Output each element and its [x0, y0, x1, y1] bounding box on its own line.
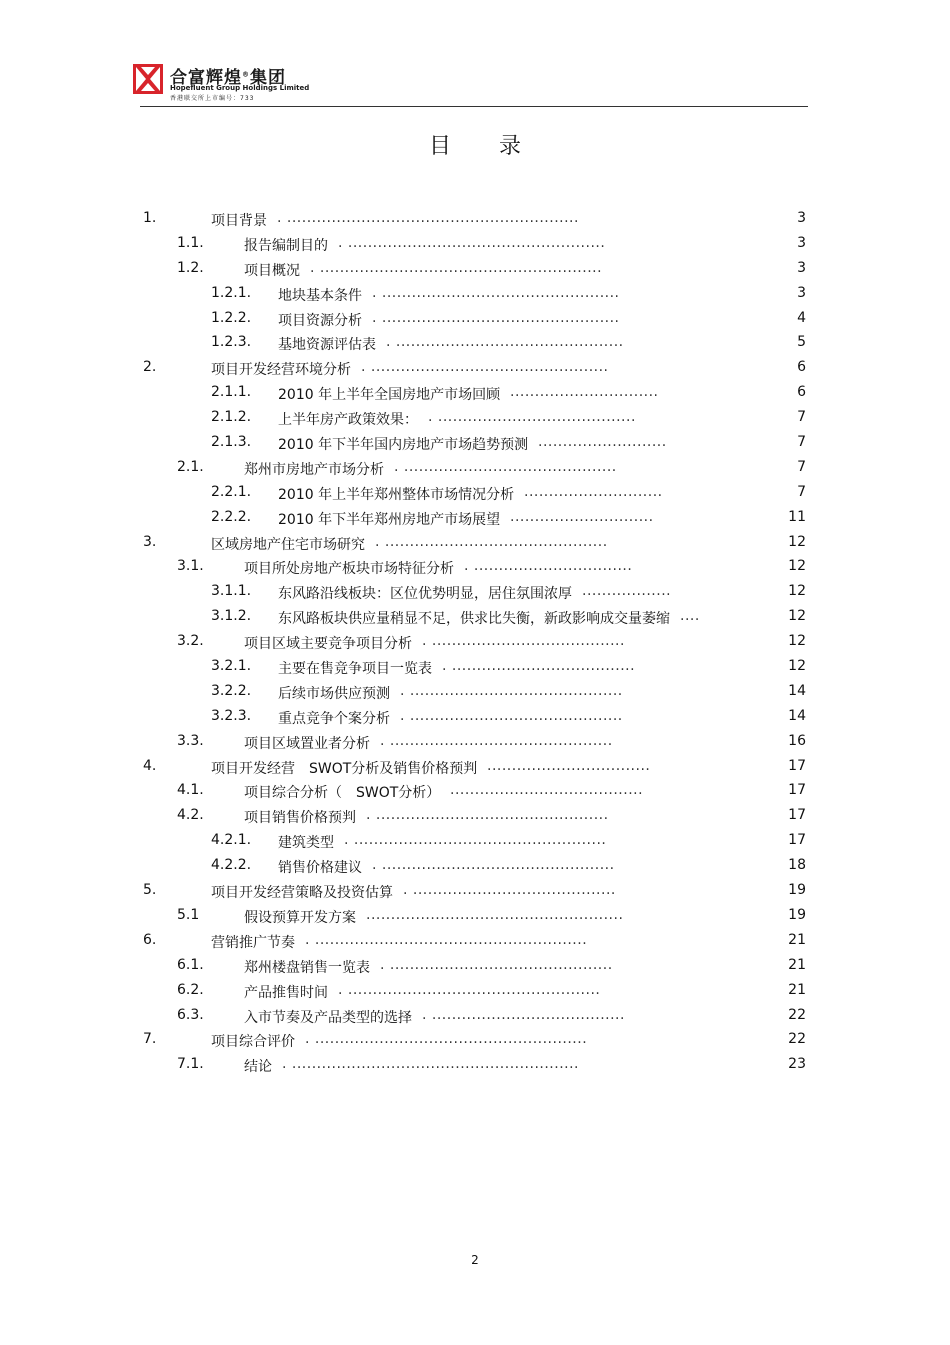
- toc-entry-number: 4.2.1.: [211, 832, 252, 849]
- toc-entry-leader: . ...........................................................: [277, 210, 579, 226]
- toc-entry-leader: ....................................................: [366, 906, 624, 923]
- toc-entry-title: 项目区域主要竞争项目分析: [244, 636, 412, 653]
- toc-entry-leader: . .......................................................: [305, 931, 588, 948]
- toc-entry-leader: . ..............................................: [386, 334, 624, 351]
- toc-entry-title: 上半年房产政策效果：: [278, 412, 418, 429]
- toc-entry-leader: . ...................................................: [344, 832, 607, 849]
- toc-entry-title: 项目综合评价: [211, 1034, 295, 1051]
- toc-entry[interactable]: [0, 231, 950, 256]
- toc-entry-title: 项目销售价格预判: [244, 810, 356, 827]
- toc-entry-title: 假设预算开发方案: [244, 909, 356, 926]
- toc-entry-title: 2010 年上半年全国房地产市场回顾: [278, 387, 501, 404]
- toc-entry-leader: ..........................: [538, 434, 667, 451]
- toc-entry[interactable]: [0, 754, 950, 779]
- toc-entry[interactable]: [0, 604, 950, 629]
- toc-entry-number: 6.3.: [177, 1006, 204, 1023]
- toc-entry[interactable]: [0, 654, 950, 679]
- toc-entry-leader: . .........................................................: [310, 259, 603, 276]
- toc-entry[interactable]: [0, 306, 950, 331]
- toc-entry-number: 2.: [143, 359, 157, 376]
- toc-entry-page: 4: [797, 309, 806, 326]
- toc-entry[interactable]: [0, 380, 950, 405]
- toc-entry[interactable]: [0, 679, 950, 704]
- listing-code: 香港联交所上市编号：733: [170, 95, 255, 102]
- page-number: 2: [471, 1253, 479, 1267]
- toc-entry[interactable]: [0, 828, 950, 853]
- toc-entry-page: 11: [788, 508, 806, 525]
- toc-entry-number: 4.2.: [177, 807, 204, 824]
- toc-entry[interactable]: [0, 853, 950, 878]
- toc-entry-number: 2.2.1.: [211, 483, 252, 500]
- toc-entry-title: 入市节奏及产品类型的选择: [244, 1009, 412, 1026]
- toc-entry-page: 7: [797, 409, 806, 426]
- header-divider: [140, 106, 808, 107]
- toc-entry-number: 1.2.: [177, 259, 204, 276]
- toc-entry-number: 3.1.1.: [211, 583, 252, 600]
- page-title: 目录: [428, 134, 569, 159]
- toc-entry[interactable]: [0, 978, 950, 1003]
- toc-entry-page: 22: [788, 1006, 806, 1023]
- toc-entry-leader: . .........................................: [403, 882, 616, 899]
- toc-entry-number: 7.: [143, 1031, 157, 1048]
- toc-entry-number: 2.1.: [177, 458, 204, 475]
- toc-entry-number: 6.1.: [177, 956, 204, 973]
- table-of-contents: [0, 206, 950, 1077]
- toc-entry-title: 郑州楼盘销售一览表: [244, 959, 370, 976]
- toc-entry-page: 17: [788, 807, 806, 824]
- toc-entry-leader: .............................: [510, 508, 654, 525]
- toc-entry-leader: .......................................: [450, 782, 644, 799]
- toc-entry-page: 19: [788, 882, 806, 899]
- toc-entry-number: 3.1.: [177, 558, 204, 575]
- toc-entry-title: 项目开发经营 SWOT分析及销售价格预判: [211, 760, 478, 777]
- toc-entry-title: 东风路板块供应量稍显不足，供求比失衡，新政影响成交量萎缩: [278, 611, 670, 628]
- toc-entry-leader: . ................................................: [372, 284, 620, 301]
- toc-entry-number: 4.1.: [177, 782, 204, 799]
- toc-entry-leader: .................................: [487, 757, 651, 774]
- toc-entry-leader: ............................: [524, 483, 663, 500]
- toc-entry-page: 18: [788, 857, 806, 874]
- toc-entry-number: 6.: [143, 931, 157, 948]
- toc-entry-number: 3.3.: [177, 732, 204, 749]
- toc-entry[interactable]: [0, 579, 950, 604]
- toc-entry-leader: . .......................................: [422, 633, 625, 650]
- toc-entry[interactable]: [0, 729, 950, 754]
- toc-entry-number: 1.2.1.: [211, 284, 252, 301]
- toc-entry-page: 3: [797, 259, 806, 276]
- toc-entry[interactable]: [0, 903, 950, 928]
- toc-entry[interactable]: [0, 256, 950, 281]
- toc-entry-number: 3.2.1.: [211, 658, 252, 675]
- toc-entry-page: 16: [788, 732, 806, 749]
- toc-entry-leader: . ...............................................: [372, 857, 615, 874]
- toc-entry-number: 3.: [143, 533, 157, 550]
- toc-entry-title: 主要在售竞争项目一览表: [278, 661, 432, 678]
- toc-entry[interactable]: [0, 778, 950, 803]
- toc-entry-page: 6: [797, 359, 806, 376]
- toc-entry-page: 12: [788, 533, 806, 550]
- toc-entry-number: 2.1.1.: [211, 384, 252, 401]
- toc-entry-leader: ..............................: [510, 384, 659, 401]
- toc-entry-leader: . .....................................: [442, 658, 636, 675]
- toc-entry-number: 7.1.: [177, 1056, 204, 1073]
- toc-entry-page: 3: [797, 210, 806, 226]
- toc-entry-leader: . ................................................: [361, 359, 609, 376]
- toc-entry-page: 22: [788, 1031, 806, 1048]
- toc-entry-leader: . .......................................................: [305, 1031, 588, 1048]
- toc-entry-title: 项目综合分析（ SWOT分析）: [244, 785, 441, 802]
- toc-entry-number: 2.1.3.: [211, 434, 252, 451]
- toc-entry[interactable]: [0, 505, 950, 530]
- logo-mark-icon: [133, 64, 163, 94]
- toc-entry[interactable]: [0, 330, 950, 355]
- toc-entry-page: 7: [797, 434, 806, 451]
- toc-entry[interactable]: [0, 430, 950, 455]
- company-name-cn: 合富辉煌®集团: [170, 68, 286, 88]
- toc-entry-number: 1.: [143, 210, 157, 226]
- toc-entry[interactable]: [0, 629, 950, 654]
- toc-entry-leader: . ...........................................: [400, 707, 623, 724]
- toc-entry-number: 5.1: [177, 906, 200, 923]
- toc-entry-leader: . ...............................................: [366, 807, 609, 824]
- toc-entry-leader: ..................: [582, 583, 672, 600]
- toc-entry-page: 3: [797, 234, 806, 251]
- toc-entry-page: 23: [788, 1056, 806, 1073]
- toc-entry-leader: . ................................: [464, 558, 633, 575]
- toc-entry-number: 1.2.3.: [211, 334, 252, 351]
- toc-entry[interactable]: [0, 878, 950, 903]
- toc-entry-leader: . .......................................: [422, 1006, 625, 1023]
- toc-entry-page: 17: [788, 832, 806, 849]
- toc-entry-title: 项目概况: [244, 262, 300, 279]
- toc-entry[interactable]: [0, 953, 950, 978]
- toc-entry-page: 12: [788, 633, 806, 650]
- toc-entry-title: 2010 年上半年郑州整体市场情况分析: [278, 486, 515, 503]
- toc-entry-title: 东风路沿线板块：区位优势明显，居住氛围浓厚: [278, 586, 572, 603]
- toc-entry-page: 3: [797, 284, 806, 301]
- toc-entry-title: 项目资源分析: [278, 312, 362, 329]
- toc-entry[interactable]: [0, 928, 950, 953]
- toc-entry[interactable]: [0, 554, 950, 579]
- toc-entry-leader: ....: [680, 608, 700, 625]
- toc-entry-page: 21: [788, 981, 806, 998]
- toc-entry-leader: . ....................................................: [338, 234, 606, 251]
- toc-entry[interactable]: [0, 480, 950, 505]
- toc-entry-page: 12: [788, 608, 806, 625]
- toc-entry-title: 营销推广节奏: [211, 934, 295, 951]
- toc-entry[interactable]: [0, 405, 950, 430]
- toc-entry-title: 地块基本条件: [278, 287, 362, 304]
- toc-entry-leader: . ..........................................................: [282, 1056, 580, 1073]
- toc-entry[interactable]: [0, 1003, 950, 1028]
- toc-entry-number: 4.2.2.: [211, 857, 252, 874]
- toc-entry-page: 5: [797, 334, 806, 351]
- toc-entry-page: 17: [788, 757, 806, 774]
- toc-entry-title: 基地资源评估表: [278, 337, 376, 354]
- toc-entry-page: 14: [788, 682, 806, 699]
- toc-entry-title: 结论: [244, 1059, 272, 1076]
- toc-entry-number: 3.2.3.: [211, 707, 252, 724]
- toc-entry-title: 郑州市房地产市场分析: [244, 461, 384, 478]
- toc-entry-page: 12: [788, 558, 806, 575]
- toc-entry-page: 14: [788, 707, 806, 724]
- toc-entry-leader: . .............................................: [380, 956, 613, 973]
- toc-entry-page: 7: [797, 483, 806, 500]
- toc-entry[interactable]: [0, 281, 950, 306]
- toc-entry-page: 12: [788, 583, 806, 600]
- company-name-en: Hopefluent Group Holdings Limited: [170, 84, 310, 92]
- toc-entry[interactable]: [0, 530, 950, 555]
- toc-entry[interactable]: [0, 355, 950, 380]
- toc-entry-title: 销售价格建议: [278, 860, 362, 877]
- toc-entry-number: 1.2.2.: [211, 309, 252, 326]
- toc-entry-page: 6: [797, 384, 806, 401]
- toc-entry-leader: . ...................................................: [338, 981, 601, 998]
- toc-entry-page: 12: [788, 658, 806, 675]
- toc-entry-title: 报告编制目的: [244, 237, 328, 254]
- toc-entry-number: 3.2.: [177, 633, 204, 650]
- toc-entry-number: 3.1.2.: [211, 608, 252, 625]
- toc-entry-title: 2010 年下半年郑州房地产市场展望: [278, 511, 501, 528]
- toc-entry[interactable]: [0, 1027, 950, 1052]
- toc-entry-number: 2.2.2.: [211, 508, 252, 525]
- toc-entry-page: 21: [788, 931, 806, 948]
- toc-entry-leader: . .............................................: [375, 533, 608, 550]
- toc-entry-title: 区域房地产住宅市场研究: [211, 536, 365, 553]
- toc-entry-title: 建筑类型: [278, 835, 334, 852]
- toc-entry[interactable]: [0, 704, 950, 729]
- company-logo: [133, 62, 393, 102]
- toc-entry-title: 后续市场供应预测: [278, 685, 390, 702]
- toc-entry-leader: . ................................................: [372, 309, 620, 326]
- toc-entry-number: 6.2.: [177, 981, 204, 998]
- toc-entry-number: 5.: [143, 882, 157, 899]
- toc-entry-leader: . ........................................: [428, 409, 636, 426]
- toc-entry-page: 19: [788, 906, 806, 923]
- toc-entry-number: 2.1.2.: [211, 409, 252, 426]
- toc-entry[interactable]: [0, 1052, 950, 1077]
- toc-entry-page: 17: [788, 782, 806, 799]
- toc-entry-title: 产品推售时间: [244, 984, 328, 1001]
- toc-entry[interactable]: [0, 803, 950, 828]
- toc-entry-number: 4.: [143, 757, 157, 774]
- toc-entry-title: 2010 年下半年国内房地产市场趋势预测: [278, 437, 529, 454]
- toc-entry[interactable]: [0, 206, 950, 231]
- toc-entry-title: 重点竞争个案分析: [278, 710, 390, 727]
- toc-entry-title: 项目开发经营策略及投资估算: [211, 885, 393, 902]
- toc-entry-leader: . ...........................................: [400, 682, 623, 699]
- toc-entry-title: 项目区域置业者分析: [244, 735, 370, 752]
- toc-entry-page: 7: [797, 458, 806, 475]
- toc-entry-number: 1.1.: [177, 234, 204, 251]
- toc-entry-page: 21: [788, 956, 806, 973]
- toc-entry-title: 项目背景: [211, 213, 267, 229]
- toc-entry-number: 3.2.2.: [211, 682, 252, 699]
- toc-entry[interactable]: [0, 455, 950, 480]
- toc-entry-title: 项目所处房地产板块市场特征分析: [244, 561, 454, 578]
- toc-entry-leader: . .............................................: [380, 732, 613, 749]
- toc-entry-leader: . ...........................................: [394, 458, 617, 475]
- toc-entry-title: 项目开发经营环境分析: [211, 362, 351, 379]
